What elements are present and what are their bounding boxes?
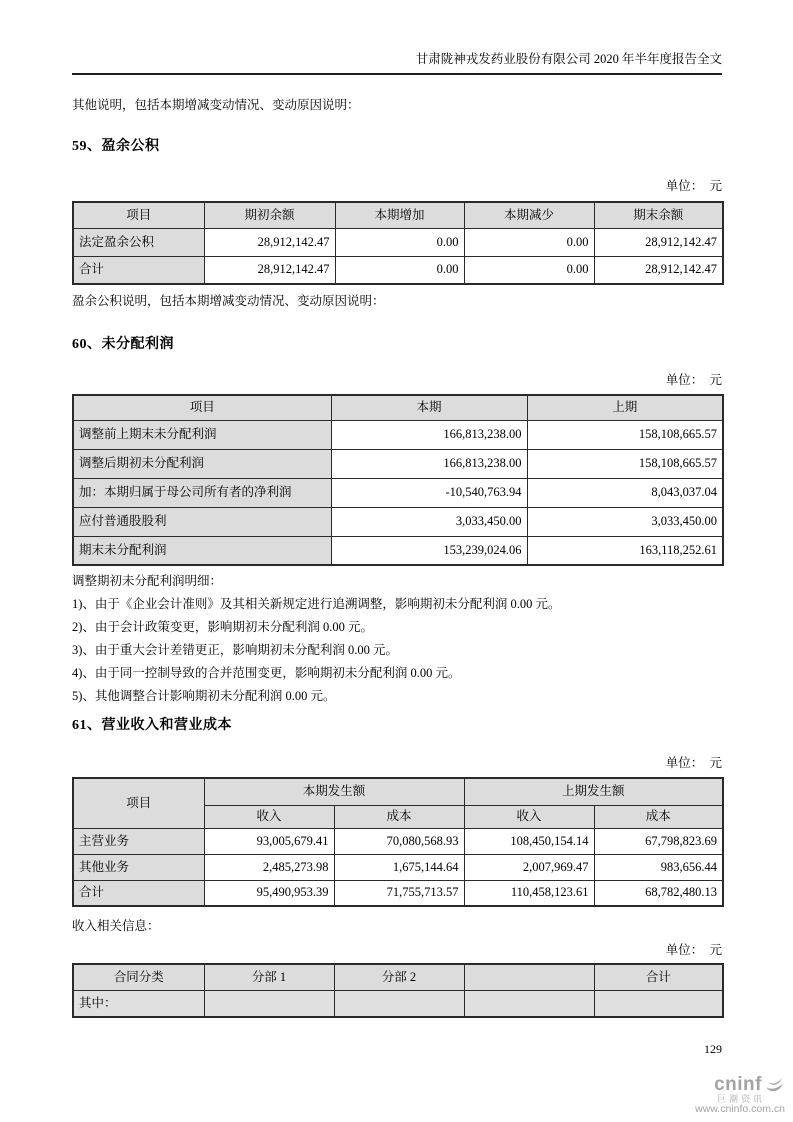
cell-value: 0.00 (335, 228, 464, 256)
column-header: 期末余额 (594, 202, 723, 228)
row-label: 合计 (73, 256, 204, 284)
cell-value: 110,458,123.61 (464, 880, 594, 906)
cninfo-logo-brand-row (695, 1075, 785, 1095)
cninfo-brand-text: cninf (714, 1073, 762, 1095)
column-header: 项目 (73, 778, 204, 828)
unit-label-59: 单位： 元 (665, 179, 722, 193)
adjustment-note-item: 4)、由于同一控制导致的合并范围变更，影响期初未分配利润 0.00 元。 (72, 666, 461, 680)
cell-value: 3,033,450.00 (527, 507, 723, 536)
intro-note: 其他说明，包括本期增减变动情况、变动原因说明： (72, 98, 360, 112)
column-header: 分部 2 (334, 964, 464, 990)
cell-value: 2,007,969.47 (464, 854, 594, 880)
cell-value (334, 990, 464, 1017)
revenue-info-label: 收入相关信息： (72, 919, 160, 933)
column-group-header: 本期发生额 (204, 778, 464, 805)
row-label: 其他业务 (73, 854, 204, 880)
cninfo-swirl-icon (763, 1075, 785, 1095)
table-row (73, 828, 723, 854)
row-label: 加：本期归属于母公司所有者的净利润 (73, 478, 331, 507)
cninfo-url: www.cninfo.com.cn (695, 1102, 785, 1115)
row-label: 应付普通股股利 (73, 507, 331, 536)
cell-value: 28,912,142.47 (594, 228, 723, 256)
cninfo-chinese-name: 巨潮资讯 (716, 1093, 765, 1104)
cell-value: 68,782,480.13 (594, 880, 723, 906)
table-row (73, 990, 723, 1017)
cell-value: 8,043,037.04 (527, 478, 723, 507)
table-header-row (73, 964, 723, 990)
column-header: 期初余额 (204, 202, 335, 228)
column-header: 本期 (331, 395, 527, 420)
column-header: 项目 (73, 202, 204, 228)
cell-value: 0.00 (335, 256, 464, 284)
table-row (73, 507, 723, 536)
row-label: 法定盈余公积 (73, 228, 204, 256)
table-row (73, 449, 723, 478)
undistributed-profit-table (72, 394, 724, 566)
cell-value: 0.00 (464, 228, 594, 256)
table-row (73, 228, 723, 256)
column-group-header: 上期发生额 (464, 778, 723, 805)
section-59-heading: 59、盈余公积 (72, 139, 160, 154)
contract-classification-table (72, 963, 724, 1018)
table-header-row (73, 202, 723, 228)
revenue-cost-table (72, 777, 724, 907)
column-header: 合计 (594, 964, 723, 990)
page-header (72, 0, 722, 75)
column-header: 收入 (204, 805, 334, 828)
cell-value: 67,798,823.69 (594, 828, 723, 854)
column-header: 分部 1 (204, 964, 334, 990)
cell-value: 71,755,713.57 (334, 880, 464, 906)
cell-value: 158,108,665.57 (527, 449, 723, 478)
adjustment-note-item: 1)、由于《企业会计准则》及其相关新规定进行追溯调整，影响期初未分配利润 0.00 元。 (72, 597, 561, 611)
cell-value: 70,080,568.93 (334, 828, 464, 854)
adjustment-notes-title: 调整期初未分配利润明细： (72, 574, 223, 588)
table-row (73, 420, 723, 449)
cell-value: 158,108,665.57 (527, 420, 723, 449)
cell-value (204, 990, 334, 1017)
unit-label-61: 单位： 元 (665, 756, 722, 770)
column-header: 成本 (334, 805, 464, 828)
unit-label-60: 单位： 元 (665, 373, 722, 387)
table-row (73, 256, 723, 284)
cell-value: 93,005,679.41 (204, 828, 334, 854)
cell-value (594, 990, 723, 1017)
cell-value: 2,485,273.98 (204, 854, 334, 880)
row-label: 其中： (73, 990, 204, 1017)
unit-label-contract: 单位： 元 (665, 943, 722, 957)
adjustment-note-item: 3)、由于重大会计差错更正，影响期初未分配利润 0.00 元。 (72, 643, 399, 657)
table-row (73, 478, 723, 507)
cell-value: 166,813,238.00 (331, 449, 527, 478)
column-header: 成本 (594, 805, 723, 828)
cell-value: -10,540,763.94 (331, 478, 527, 507)
table-row (73, 880, 723, 906)
table-header-row (73, 778, 723, 805)
table-header-row (73, 395, 723, 420)
cell-value: 166,813,238.00 (331, 420, 527, 449)
cell-value: 28,912,142.47 (204, 228, 335, 256)
cninfo-logo (695, 1075, 785, 1115)
cell-value: 28,912,142.47 (204, 256, 335, 284)
column-header: 上期 (527, 395, 723, 420)
row-label: 调整后期初未分配利润 (73, 449, 331, 478)
surplus-reserve-table (72, 201, 724, 285)
cell-value: 163,118,252.61 (527, 536, 723, 565)
cell-value: 153,239,024.06 (331, 536, 527, 565)
column-header: 合同分类 (73, 964, 204, 990)
row-label: 主营业务 (73, 828, 204, 854)
page-header-title: 甘肃陇神戎发药业股份有限公司 2020 年半年度报告全文 (415, 52, 722, 66)
column-header: 本期增加 (335, 202, 464, 228)
table-row (73, 854, 723, 880)
column-header: 项目 (73, 395, 331, 420)
column-header (464, 964, 594, 990)
column-header: 本期减少 (464, 202, 594, 228)
table-row (73, 536, 723, 565)
section-60-heading: 60、未分配利润 (72, 337, 174, 352)
surplus-reserve-note: 盈余公积说明，包括本期增减变动情况、变动原因说明： (72, 294, 385, 308)
page-number: 129 (704, 1042, 722, 1056)
column-header: 收入 (464, 805, 594, 828)
cell-value: 95,490,953.39 (204, 880, 334, 906)
cell-value: 108,450,154.14 (464, 828, 594, 854)
adjustment-note-item: 2)、由于会计政策变更，影响期初未分配利润 0.00 元。 (72, 620, 374, 634)
cell-value (464, 990, 594, 1017)
row-label: 调整前上期末未分配利润 (73, 420, 331, 449)
cell-value: 1,675,144.64 (334, 854, 464, 880)
row-label: 合计 (73, 880, 204, 906)
section-61-heading: 61、营业收入和营业成本 (72, 718, 232, 733)
cell-value: 0.00 (464, 256, 594, 284)
cell-value: 28,912,142.47 (594, 256, 723, 284)
cell-value: 3,033,450.00 (331, 507, 527, 536)
row-label: 期末未分配利润 (73, 536, 331, 565)
adjustment-note-item: 5)、其他调整合计影响期初未分配利润 0.00 元。 (72, 689, 336, 703)
cell-value: 983,656.44 (594, 854, 723, 880)
